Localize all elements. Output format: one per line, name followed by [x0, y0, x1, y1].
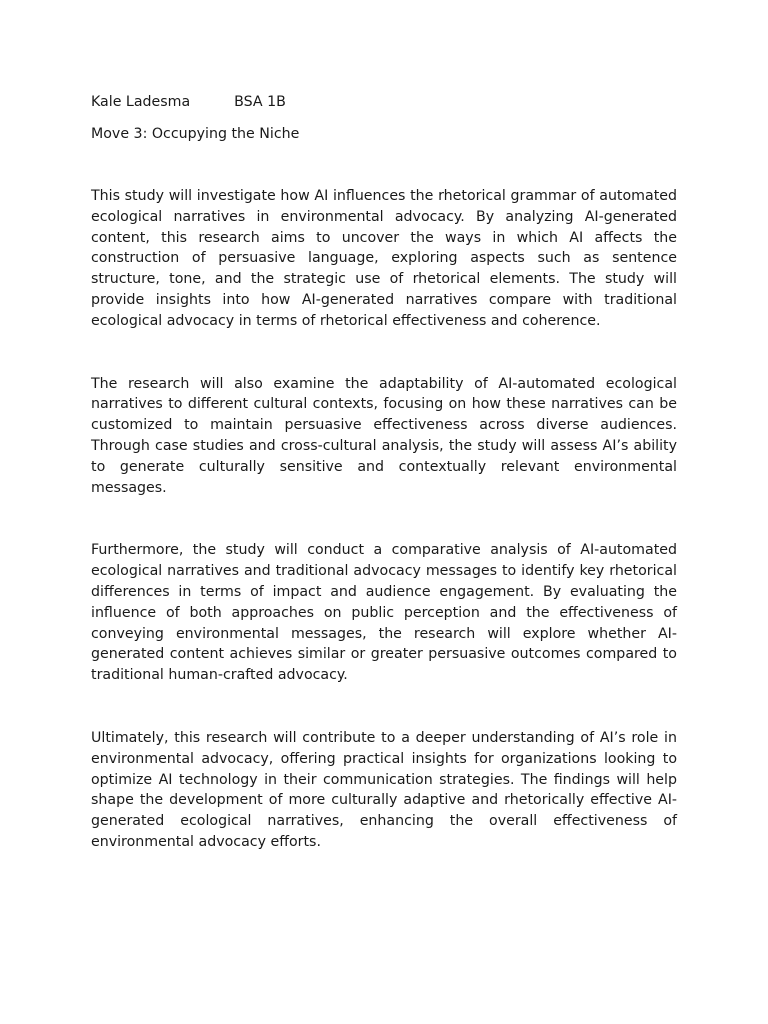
- document-title: Move 3: Occupying the Niche: [91, 126, 300, 142]
- class-section: BSA 1B: [234, 94, 286, 110]
- paragraph-2: The research will also examine the adaptability of AI-automated ecological narratives to different cultural contexts, focusing on how these narratives can be customized to maintain persuasive effectiveness across diverse audiences. Through case studies and cross-cultural analysis, the study will assess AI’s ability to generate culturally sensitive and contextually relevant environmental messages.: [91, 375, 677, 496]
- paragraph-4: Ultimately, this research will contribute to a deeper understanding of AI’s role in environmental advocacy, offering practical insights for organizations looking to optimize AI technology in their communication strategies. The findings will help shape the development of more culturally adaptive and rhetorically effective AI-generated ecological narratives, enhancing the overall effectiveness of environmental advocacy efforts.: [91, 729, 677, 850]
- header-line: [91, 92, 677, 112]
- paragraph-3: Furthermore, the study will conduct a comparative analysis of AI-automated ecological narratives and traditional advocacy messages to identify key rhetorical differences in terms of impact and audience engagement. By evaluating the influence of both approaches on public perception and the effectiveness of conveying environmental messages, the research will explore whether AI-generated content achieves similar or greater persuasive outcomes compared to traditional human-crafted advocacy.: [91, 542, 677, 684]
- author-name: Kale Ladesma: [91, 94, 191, 110]
- paragraph-1: This study will investigate how AI influences the rhetorical grammar of automated ecological narratives in environmental advocacy. By analyzing AI-generated content, this research aims to uncover the ways in which AI affects the construction of persuasive language, exploring aspects such as sentence structure, tone, and the strategic use of rhetorical elements. The study will provide insights into how AI-generated narratives compare with traditional ecological advocacy in terms of rhetorical effectiveness and coherence.: [91, 188, 677, 329]
